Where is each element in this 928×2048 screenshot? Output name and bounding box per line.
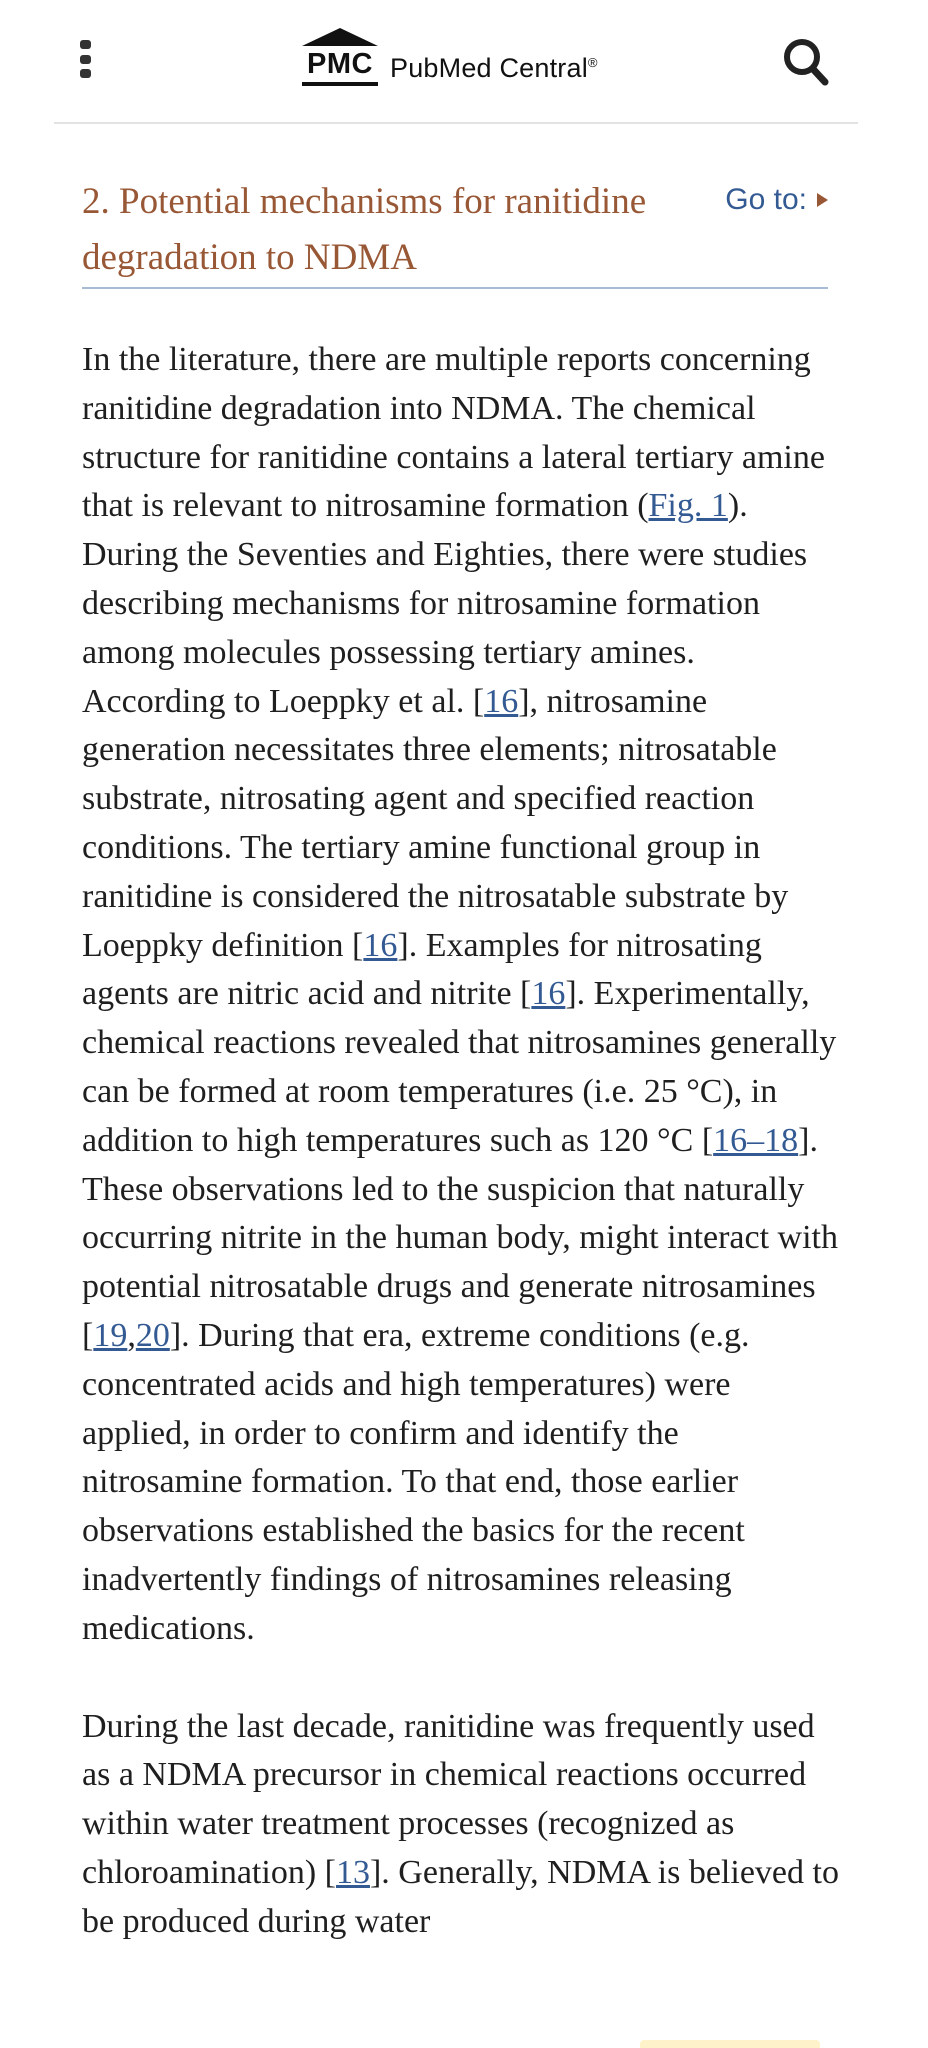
logo-name: PubMed Central® <box>390 53 598 83</box>
menu-icon[interactable] <box>78 40 92 78</box>
ref-20[interactable]: 20 <box>135 1316 170 1354</box>
ref-13[interactable]: 13 <box>335 1853 370 1891</box>
link-fig-1[interactable]: Fig. 1 <box>648 487 728 525</box>
bottom-highlight <box>640 2040 820 2048</box>
section-header <box>82 170 828 289</box>
ref-19[interactable]: 19 <box>93 1316 128 1354</box>
goto-button[interactable] <box>725 176 828 224</box>
paragraph-2: During the last decade, ranitidine was frequently used as a NDMA precursor in chemical reactions occurred within water treatment processes (recognized as chloroamination) [13]. Generally, NDMA is believed to be produced during water <box>82 1707 839 1940</box>
ref-16[interactable]: 16 <box>363 926 398 964</box>
pmc-logo-mark <box>298 26 382 90</box>
ref-16[interactable]: 16 <box>484 682 519 720</box>
article-body <box>82 336 842 1996</box>
triangle-right-icon <box>817 193 828 207</box>
search-icon[interactable] <box>782 36 830 88</box>
ref-16-18[interactable]: 16–18 <box>713 1121 799 1159</box>
ref-16[interactable]: 16 <box>531 975 566 1013</box>
app-header <box>0 0 928 123</box>
header-divider <box>54 122 858 124</box>
section-title: 2. Potential mechanisms for ranitidine degradation to NDMA <box>82 181 647 278</box>
paragraph-1: In the literature, there are multiple reports concerning ranitidine degradation into NDMA. The chemical structure for ranitidine contains a lateral tertiary amine that is relevant to nitrosamine formation (Fig. 1). During the Seventies and Eighties, there were studies describing mechanisms for nitrosamine formation among molecules possessing tertiary amines. According to Loeppky et al. [16], nitrosamine generation necessitates three elements; nitrosatable substrate, nitrosating agent and specified reaction conditions. The tertiary amine functional group in ranitidine is considered the nitrosatable substrate by Loeppky definition [16]. Examples for nitrosating agents are nitric acid and nitrite [16]. Experimentally, chemical reactions revealed that nitrosamines generally can be formed at room temperatures (i.e. 25 °C), in addition to high temperatures such as 120 °C [16–18]. These observations led to the suspicion that naturally occurring nitrite in the human body, might interact with potential nitrosatable drugs and generate nitrosamines [19,20]. During that era, extreme conditions (e.g. concentrated acids and high temperatures) were applied, in order to confirm and identify the nitrosamine formation. To that end, those earlier observations established the basics for the recent inadvertently findings of nitrosamines releasing medications. <box>82 341 839 1647</box>
goto-label: Go to: <box>725 183 807 216</box>
pmc-logo[interactable] <box>298 26 598 90</box>
logo-abbr: PMC <box>307 48 373 80</box>
